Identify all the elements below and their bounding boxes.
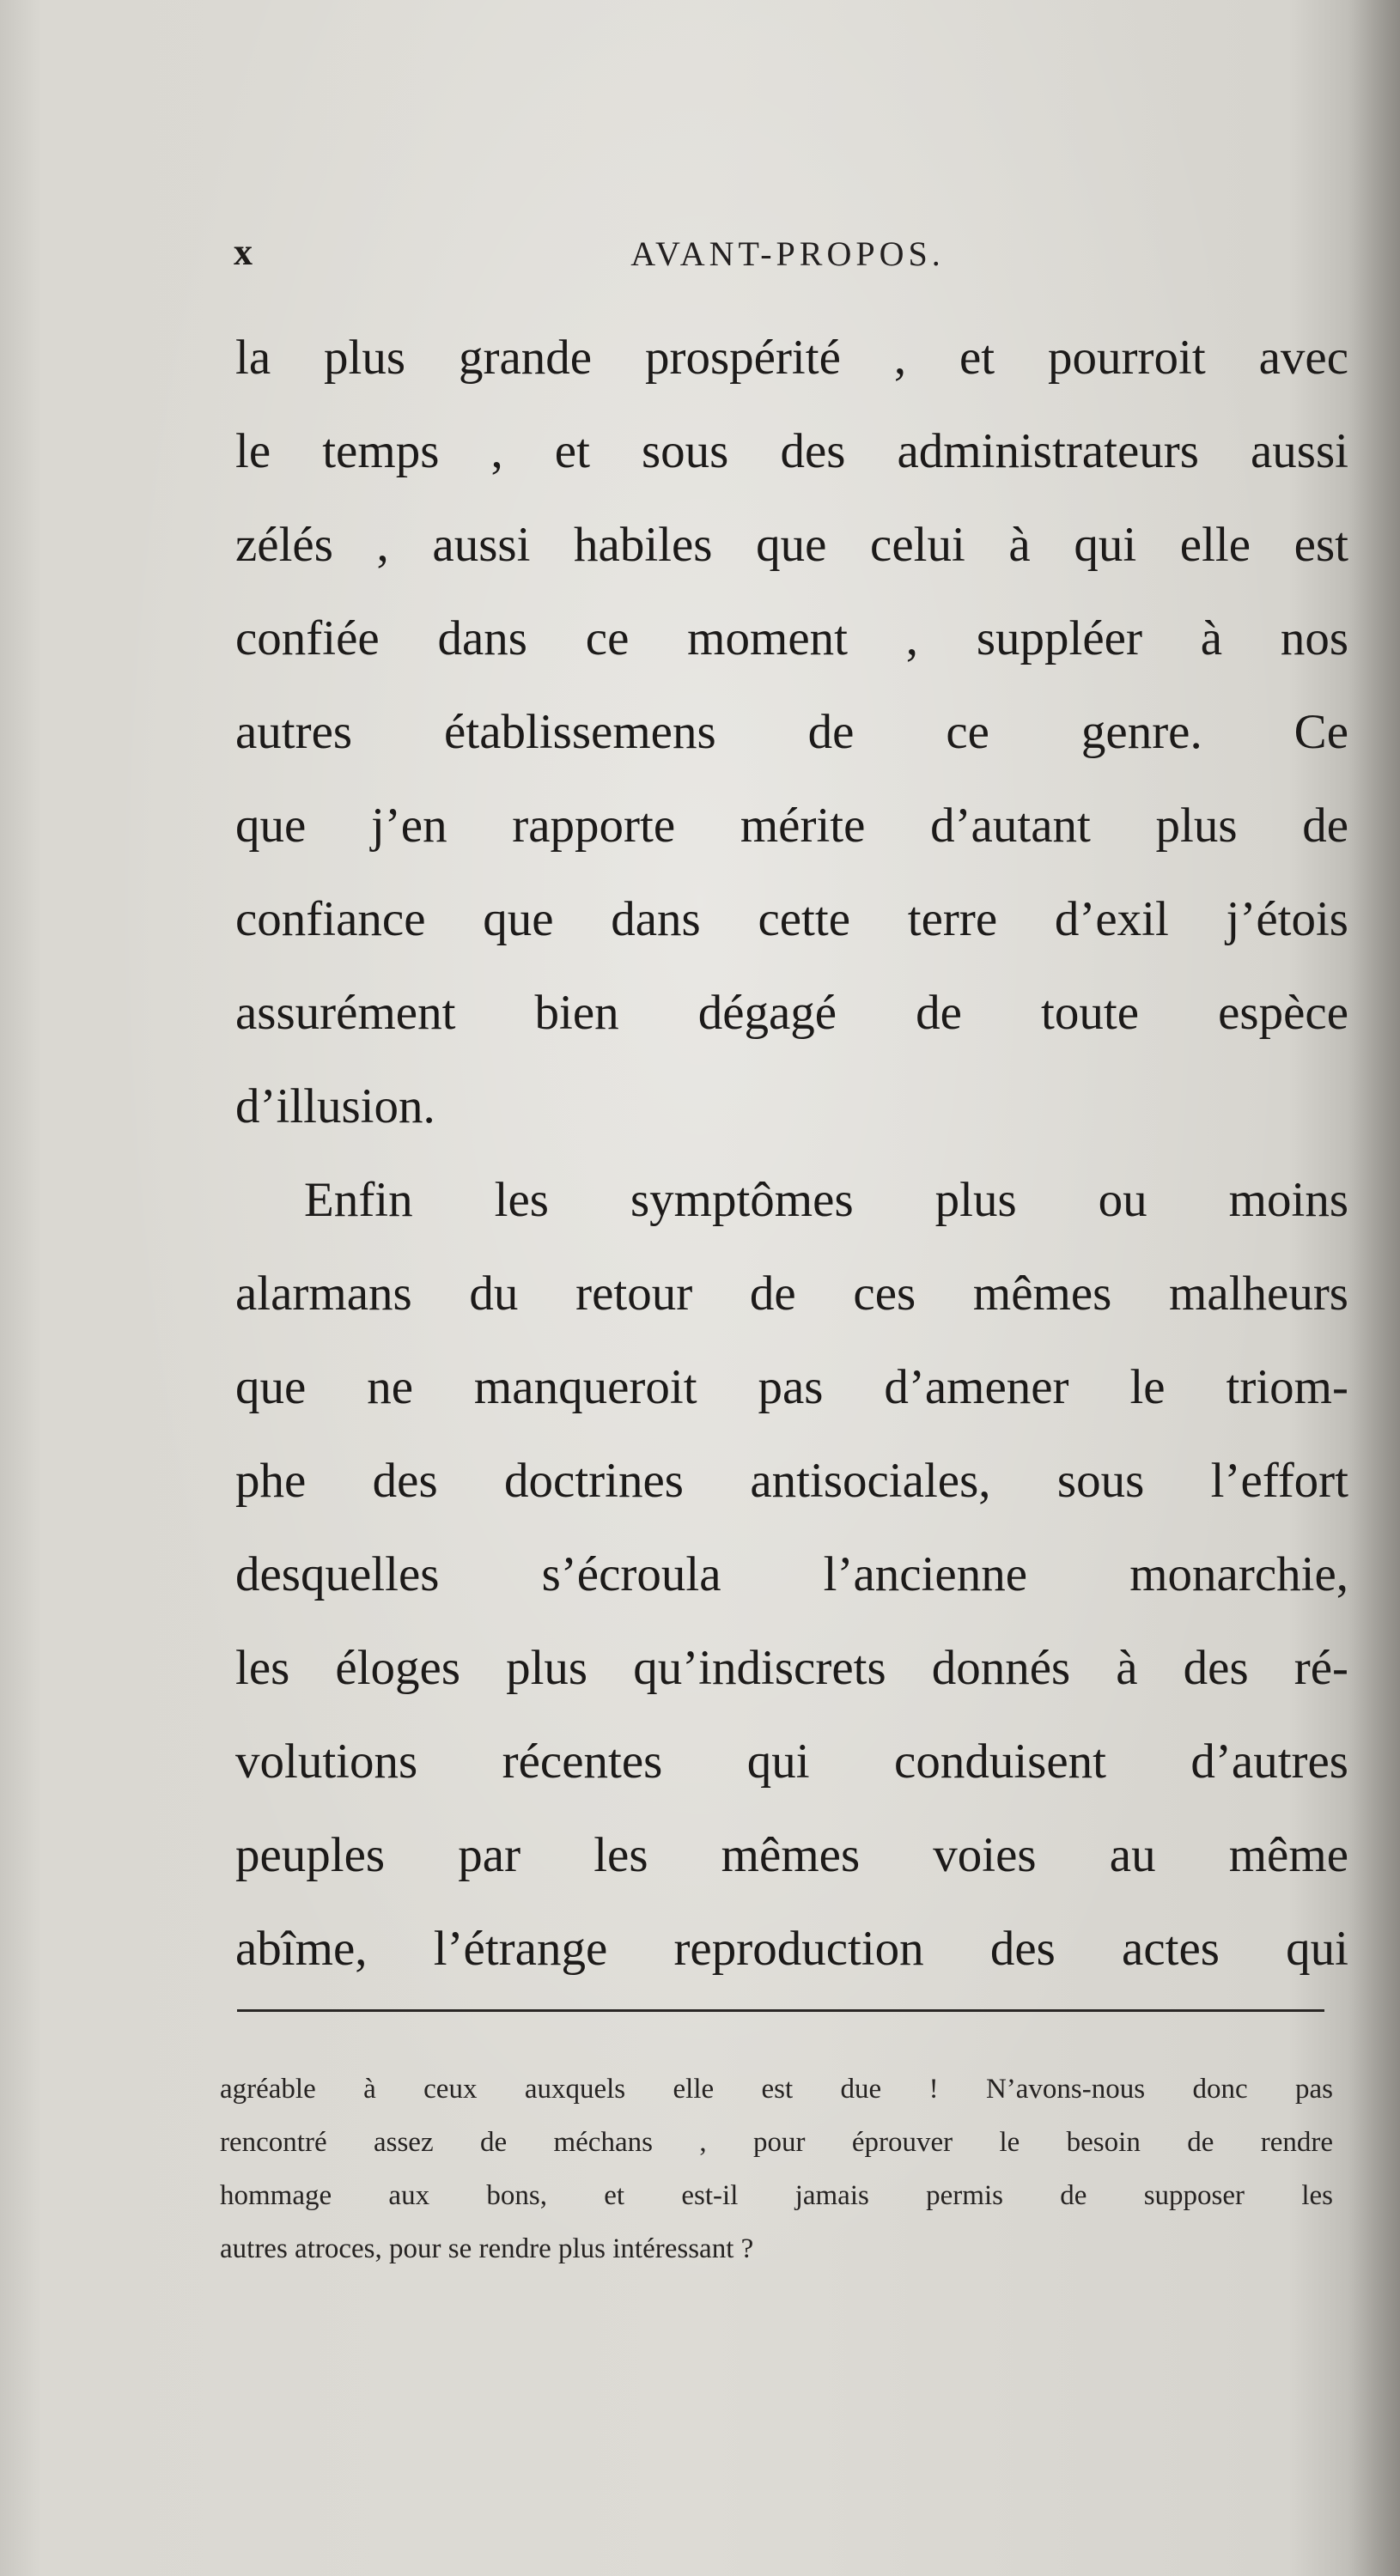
- text-line: que j’en rapporte mérite d’autant plus de: [235, 799, 1348, 853]
- text-line: zélés , aussi habiles que celui à qui elle est: [235, 518, 1348, 572]
- text-line: confiée dans ce moment , suppléer à nos: [235, 611, 1348, 665]
- text-line: d’illusion.: [235, 1079, 435, 1133]
- footnote-line: agréable à ceux auxquels elle est due ! N’avons-nous donc pas: [220, 2074, 1333, 2105]
- text-line-paragraph-start: Enfin les symptômes plus ou moins: [304, 1173, 1348, 1227]
- text-line: desquelles s’écroula l’ancienne monarchie,: [235, 1547, 1348, 1601]
- text-line: phe des doctrines antisociales, sous l’effort: [235, 1454, 1348, 1508]
- running-head: [234, 230, 1342, 282]
- text-line: le temps , et sous des administrateurs aussi: [235, 424, 1348, 478]
- footnote-line: hommage aux bons, et est-il jamais permis de supposer les: [220, 2180, 1333, 2211]
- page-number: x: [234, 231, 253, 273]
- text-line: assurément bien dégagé de toute espèce: [235, 986, 1348, 1040]
- text-line: peuples par les mêmes voies au même: [235, 1828, 1348, 1882]
- text-line: volutions récentes qui conduisent d’autres: [235, 1735, 1348, 1789]
- text-line: confiance que dans cette terre d’exil j’étois: [235, 892, 1348, 946]
- text-line: abîme, l’étrange reproduction des actes qui: [235, 1922, 1348, 1976]
- footnote-divider: [237, 2009, 1324, 2012]
- text-line: les éloges plus qu’indiscrets donnés à des ré-: [235, 1641, 1348, 1695]
- text-line: autres établissemens de ce genre. Ce: [235, 705, 1348, 759]
- footnote-block: [220, 2063, 1333, 2275]
- footnote-line: rencontré assez de méchans , pour éprouver le besoin de rendre: [220, 2127, 1333, 2158]
- main-text: [235, 311, 1348, 1996]
- text-line: que ne manqueroit pas d’amener le triom-: [235, 1360, 1348, 1414]
- footnote-line: autres atroces, pour se rendre plus intéressant ?: [220, 2233, 754, 2264]
- running-title: AVANT-PROPOS.: [630, 234, 945, 273]
- text-line: la plus grande prospérité , et pourroit avec: [235, 331, 1348, 385]
- text-line: alarmans du retour de ces mêmes malheurs: [235, 1267, 1348, 1321]
